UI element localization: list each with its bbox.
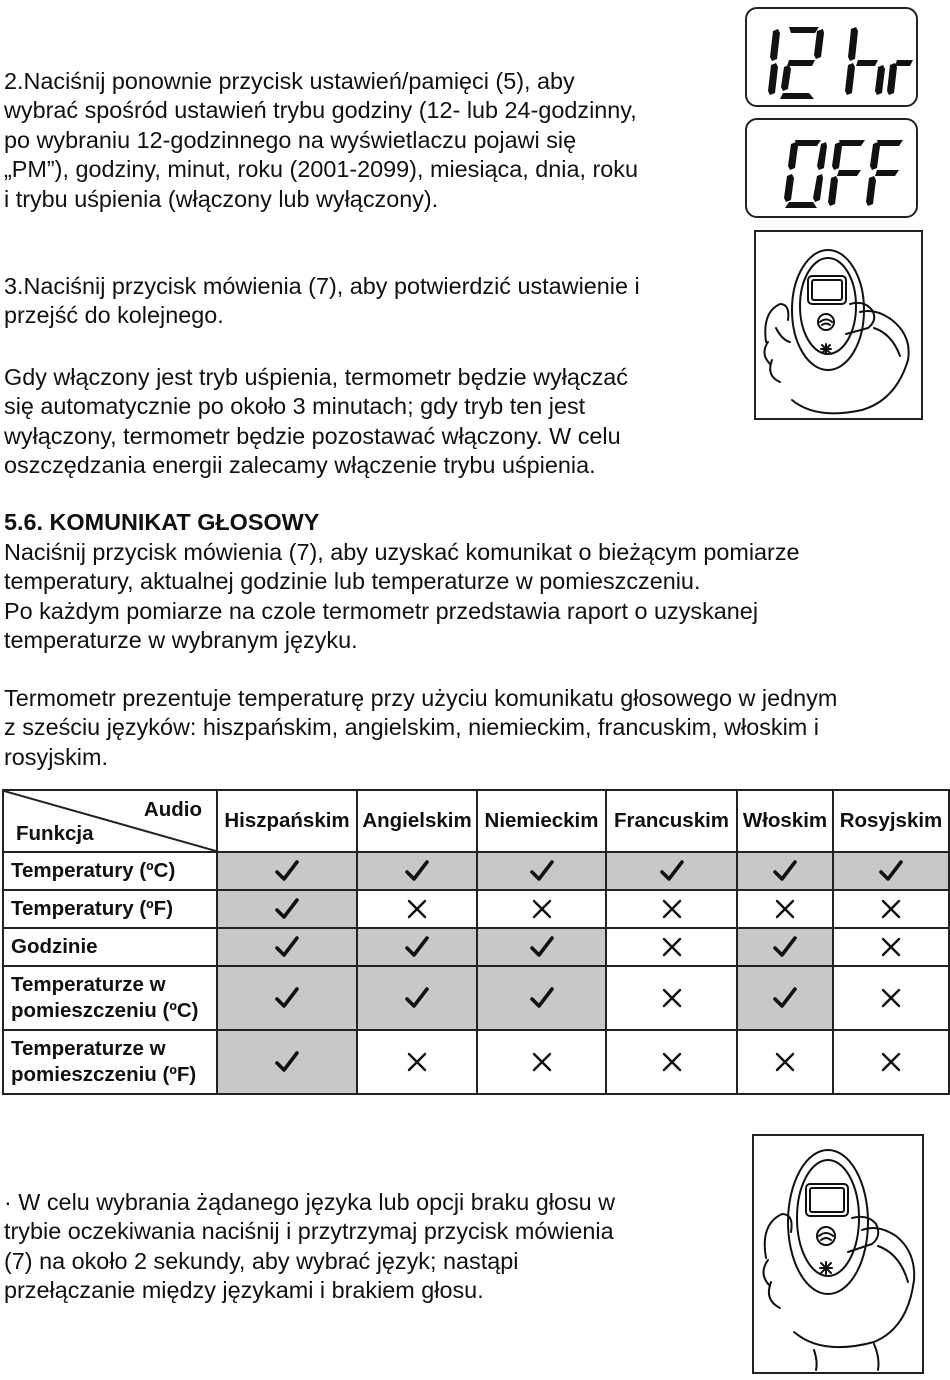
paragraph-sleep-mode (4, 363, 628, 481)
check-icon (529, 985, 555, 1008)
paragraph-select-language (4, 1188, 615, 1306)
cell-supported (477, 928, 606, 966)
text-line: 3.Naciśnij przycisk mówienia (7), aby potwierdzić ustawienie i (4, 273, 640, 299)
section-heading: 5.6. KOMUNIKAT GŁOSOWY (4, 509, 320, 535)
text-line: Po każdym pomiarze na czole termometr przedstawia raport o uzyskanej (4, 597, 759, 624)
lcd-display-12hr (745, 7, 918, 107)
row-label-line: Temperatury (ºF) (11, 897, 174, 920)
cross-icon (659, 1049, 685, 1072)
cell-supported (833, 852, 949, 890)
table-row (3, 890, 949, 928)
hand-holding-thermometer-illustration (754, 230, 923, 420)
paragraph-step-2 (4, 67, 638, 214)
table-row (3, 852, 949, 890)
check-icon (772, 934, 798, 957)
text-line: (7) na około 2 sekundy, aby wybrać język; nastąpi (4, 1247, 519, 1274)
text-line: temperaturze w wybranym języku. (4, 627, 358, 654)
row-label-line: pomieszczeniu (ºF) (11, 1063, 197, 1086)
row-label-line: pomieszczeniu (ºC) (11, 999, 199, 1022)
cell-unsupported (357, 1030, 477, 1094)
check-icon (274, 985, 300, 1008)
check-icon (274, 934, 300, 957)
paragraph-languages (4, 684, 837, 772)
check-icon (274, 896, 300, 919)
table-row (3, 966, 949, 1030)
cell-unsupported (833, 890, 949, 928)
check-icon (274, 1049, 300, 1072)
cell-unsupported (833, 966, 949, 1030)
row-label-function (3, 928, 217, 966)
corner-label-audio: Audio (143, 798, 202, 821)
check-icon (529, 934, 555, 957)
table-header-row (3, 790, 949, 852)
text-line: Naciśnij przycisk mówienia (7), aby uzyskać komunikat o bieżącym pomiarze (4, 539, 800, 565)
text-line: Gdy włączony jest tryb uśpienia, termometr będzie wyłączać (4, 364, 628, 390)
check-icon (404, 985, 430, 1008)
row-label-line: Temperatury (ºC) (11, 859, 176, 882)
row-label-function (3, 852, 217, 890)
cell-unsupported (606, 890, 737, 928)
paragraph-step-3 (4, 272, 640, 331)
table-row (3, 1030, 949, 1094)
cell-unsupported (606, 928, 737, 966)
cell-unsupported (737, 1030, 833, 1094)
cell-unsupported (606, 966, 737, 1030)
column-header-language: Niemieckim (477, 790, 606, 852)
column-header-language: Włoskim (737, 790, 833, 852)
corner-label-function: Funkcja (16, 822, 94, 845)
cell-unsupported (833, 1030, 949, 1094)
hand-holding-thermometer-icon (756, 232, 921, 418)
language-support-table (2, 789, 950, 1095)
cell-unsupported (833, 928, 949, 966)
cross-icon (529, 1049, 555, 1072)
cell-supported (217, 966, 357, 1030)
column-header-language: Hiszpańskim (217, 790, 357, 852)
text-line: „PM”), godziny, minut, roku (2001-2099), miesiąca, dnia, roku (4, 156, 638, 183)
text-line: Termometr prezentuje temperaturę przy użyciu komunikatu głosowego w jednym (4, 685, 838, 711)
cell-supported (217, 890, 357, 928)
cell-supported (737, 966, 833, 1030)
text-line: rosyjskim. (4, 743, 108, 770)
text-line: 2.Naciśnij ponownie przycisk ustawień/pamięci (5), aby (4, 68, 575, 94)
text-line: po wybraniu 12-godzinnego na wyświetlaczu pojawi się (4, 126, 577, 153)
text-line: z sześciu języków: hiszpańskim, angielskim, niemieckim, francuskim, włoskim i (4, 714, 819, 741)
row-label-line: Temperaturze w (11, 1037, 166, 1060)
column-header-language: Angielskim (357, 790, 477, 852)
column-header-language: Rosyjskim (833, 790, 949, 852)
row-label-function (3, 966, 217, 1030)
cross-icon (529, 896, 555, 919)
row-label-function (3, 1030, 217, 1094)
cell-supported (217, 852, 357, 890)
cell-supported (217, 928, 357, 966)
cross-icon (878, 1049, 904, 1072)
cross-icon (659, 934, 685, 957)
cell-unsupported (737, 890, 833, 928)
text-line: się automatycznie po około 3 minutach; gdy tryb ten jest (4, 393, 586, 420)
text-line: temperatury, aktualnej godzinie lub temperaturze w pomieszczeniu. (4, 568, 701, 595)
cell-supported (357, 928, 477, 966)
column-header-language: Francuskim (606, 790, 737, 852)
text-line: oszczędzania energii zalecamy włączenie trybu uśpienia. (4, 452, 596, 479)
cell-unsupported (357, 890, 477, 928)
text-line: i trybu uśpienia (włączony lub wyłączony). (4, 185, 439, 212)
lcd-display-off (745, 118, 918, 218)
check-icon (878, 858, 904, 881)
cell-supported (737, 852, 833, 890)
cell-unsupported (606, 1030, 737, 1094)
cell-supported (477, 852, 606, 890)
paragraph-voice-message (4, 538, 800, 656)
cross-icon (878, 985, 904, 1008)
cross-icon (772, 1049, 798, 1072)
hand-holding-thermometer-illustration-2 (752, 1134, 924, 1374)
text-line: wybrać spośród ustawień trybu godziny (12- lub 24-godzinny, (4, 97, 637, 124)
cell-supported (357, 966, 477, 1030)
check-icon (404, 934, 430, 957)
text-line: · W celu wybrania żądanego języka lub opcji braku głosu w (4, 1189, 616, 1215)
check-icon (659, 858, 685, 881)
table-row (3, 928, 949, 966)
cell-supported (357, 852, 477, 890)
text-line: trybie oczekiwania naciśnij i przytrzymaj przycisk mówienia (4, 1218, 614, 1245)
check-icon (274, 858, 300, 881)
cell-supported (606, 852, 737, 890)
cross-icon (878, 896, 904, 919)
row-label-function (3, 890, 217, 928)
cell-unsupported (477, 1030, 606, 1094)
cell-supported (737, 928, 833, 966)
text-line: przełączanie między językami i brakiem głosu. (4, 1277, 484, 1304)
cross-icon (772, 896, 798, 919)
check-icon (404, 858, 430, 881)
cell-unsupported (477, 890, 606, 928)
check-icon (772, 985, 798, 1008)
cross-icon (404, 896, 430, 919)
cell-supported (217, 1030, 357, 1094)
cell-supported (477, 966, 606, 1030)
text-line: przejść do kolejnego. (4, 302, 224, 329)
table-corner-cell (3, 790, 217, 852)
check-icon (529, 858, 555, 881)
hand-holding-thermometer-icon (754, 1136, 922, 1372)
text-line: wyłączony, termometr będzie pozostawać włączony. W celu (4, 422, 621, 449)
cross-icon (878, 934, 904, 957)
cross-icon (404, 1049, 430, 1072)
cross-icon (659, 985, 685, 1008)
cross-icon (659, 896, 685, 919)
check-icon (772, 858, 798, 881)
row-label-line: Temperaturze w (11, 973, 166, 996)
row-label-line: Godzinie (11, 935, 98, 958)
